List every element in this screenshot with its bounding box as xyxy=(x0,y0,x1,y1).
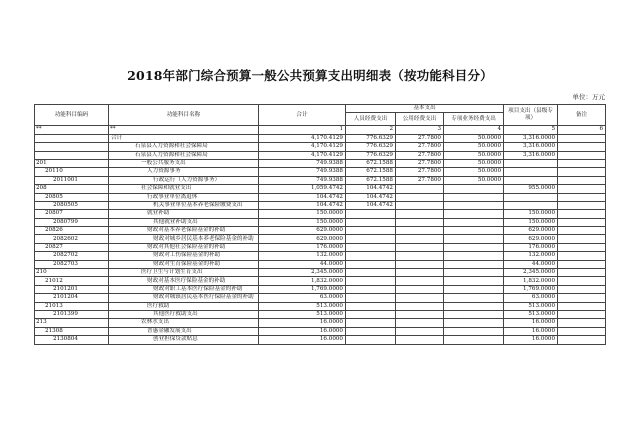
cell-name: 医疗救助 xyxy=(109,302,259,310)
table-row xyxy=(35,151,606,159)
cell-remark xyxy=(558,159,606,167)
cell-special xyxy=(444,235,504,243)
table-row xyxy=(35,218,606,226)
cell-total: 63.0000 xyxy=(259,294,346,302)
cell-remark xyxy=(558,277,606,285)
cell-personnel xyxy=(346,336,396,344)
cell-code: 2082702 xyxy=(35,252,109,260)
cell-remark xyxy=(558,336,606,344)
cell-name: 医疗卫生与计划生育支出 xyxy=(109,269,259,277)
cell-name: 普惠金融发展支出 xyxy=(109,327,259,335)
cell-code: 20807 xyxy=(35,210,109,218)
cell-total: 132.0000 xyxy=(259,252,346,260)
cell-code: 210 xyxy=(35,269,109,277)
cell-name: 机关事业单位基本养老保险缴费支出 xyxy=(109,201,259,209)
cell-public xyxy=(396,252,444,260)
cell-special xyxy=(444,302,504,310)
cell-public xyxy=(396,201,444,209)
header-public: 公用经费支出 xyxy=(396,113,444,126)
cell-personnel: 776.6329 xyxy=(346,134,396,142)
cell-personnel: 776.6329 xyxy=(346,151,396,159)
cell-code: 21308 xyxy=(35,327,109,335)
cell-special xyxy=(444,210,504,218)
cell-name: 石泉县人力资源和社会保障局 xyxy=(109,151,259,159)
cell-project xyxy=(504,193,558,201)
table-row xyxy=(35,210,606,218)
cell-total: 16.0000 xyxy=(259,327,346,335)
cell-code: 20805 xyxy=(35,193,109,201)
cell-public xyxy=(396,302,444,310)
cell-total: 16.0000 xyxy=(259,336,346,344)
cell-special xyxy=(444,201,504,209)
cell-project: 150.0000 xyxy=(504,210,558,218)
budget-table xyxy=(34,104,606,345)
cell-personnel xyxy=(346,227,396,235)
cell-total: 1,059.4742 xyxy=(259,185,346,193)
cell-public xyxy=(396,294,444,302)
cell-name: 行政运行（人力资源事务） xyxy=(109,176,259,184)
cell-project xyxy=(504,176,558,184)
cell-public xyxy=(396,235,444,243)
cell-public xyxy=(396,269,444,277)
cell-code xyxy=(35,151,109,159)
table-row xyxy=(35,143,606,151)
cell-public: 27.7800 xyxy=(396,168,444,176)
cell-special xyxy=(444,294,504,302)
cell-code: 2101399 xyxy=(35,310,109,318)
cell-personnel xyxy=(346,252,396,260)
header-basic: 基本支出 xyxy=(346,105,504,113)
cell-code: 213 xyxy=(35,319,109,327)
header-name: 功能科目名称 xyxy=(109,105,259,126)
cell-code: 2082703 xyxy=(35,260,109,268)
cell-personnel xyxy=(346,285,396,293)
cell-personnel xyxy=(346,302,396,310)
cell-project: 1,832.0000 xyxy=(504,277,558,285)
index-cell: 1 xyxy=(259,126,346,134)
cell-remark xyxy=(558,310,606,318)
index-cell: 3 xyxy=(396,126,444,134)
cell-project xyxy=(504,159,558,167)
table-row xyxy=(35,185,606,193)
table-row xyxy=(35,193,606,201)
cell-project: 16.0000 xyxy=(504,319,558,327)
cell-public: 27.7800 xyxy=(396,143,444,151)
cell-public: 27.7800 xyxy=(396,134,444,142)
cell-total: 513.0000 xyxy=(259,310,346,318)
cell-project: 150.0000 xyxy=(504,218,558,226)
cell-name: 社会保障和就业支出 xyxy=(109,185,259,193)
table-row xyxy=(35,269,606,277)
cell-public: 27.7800 xyxy=(396,159,444,167)
cell-project: 513.0000 xyxy=(504,310,558,318)
cell-special: 50.0000 xyxy=(444,134,504,142)
cell-code: 201 xyxy=(35,159,109,167)
cell-project: 132.0000 xyxy=(504,252,558,260)
cell-name: 财政对城乡居民基本养老保险基金的补助 xyxy=(109,235,259,243)
table-row xyxy=(35,159,606,167)
index-cell: 2 xyxy=(346,126,396,134)
cell-public xyxy=(396,193,444,201)
cell-personnel xyxy=(346,319,396,327)
cell-remark xyxy=(558,185,606,193)
cell-public xyxy=(396,285,444,293)
cell-project: 16.0000 xyxy=(504,327,558,335)
cell-special xyxy=(444,310,504,318)
table-row xyxy=(35,235,606,243)
cell-public: 27.7800 xyxy=(396,151,444,159)
cell-remark xyxy=(558,260,606,268)
cell-personnel: 104.4742 xyxy=(346,193,396,201)
cell-project: 63.0000 xyxy=(504,294,558,302)
cell-name: 合计 xyxy=(109,134,259,142)
cell-personnel xyxy=(346,277,396,285)
cell-total: 749.9388 xyxy=(259,176,346,184)
cell-remark xyxy=(558,201,606,209)
cell-name: 财政对城镇居民基本医疗保险基金的补助 xyxy=(109,294,259,302)
cell-total: 4,170.4129 xyxy=(259,151,346,159)
cell-remark xyxy=(558,176,606,184)
cell-total: 1,832.0000 xyxy=(259,277,346,285)
cell-public xyxy=(396,336,444,344)
table-row xyxy=(35,336,606,344)
cell-code: 2080799 xyxy=(35,218,109,226)
cell-code: 20827 xyxy=(35,243,109,251)
cell-special: 50.0000 xyxy=(444,159,504,167)
cell-special xyxy=(444,252,504,260)
cell-name: 创业担保贷款贴息 xyxy=(109,336,259,344)
cell-personnel xyxy=(346,310,396,318)
cell-public xyxy=(396,277,444,285)
cell-remark xyxy=(558,252,606,260)
header-code: 功能科目编码 xyxy=(35,105,109,126)
cell-project: 2,345.0000 xyxy=(504,269,558,277)
cell-total: 44.0000 xyxy=(259,260,346,268)
table-row xyxy=(35,294,606,302)
cell-special: 50.0000 xyxy=(444,143,504,151)
cell-code xyxy=(35,143,109,151)
cell-remark xyxy=(558,285,606,293)
cell-project: 513.0000 xyxy=(504,302,558,310)
index-row xyxy=(35,126,606,134)
cell-total: 16.0000 xyxy=(259,319,346,327)
table-body xyxy=(35,134,606,344)
cell-code xyxy=(35,134,109,142)
cell-name: 行政事业单位离退休 xyxy=(109,193,259,201)
cell-project: 3,316.0000 xyxy=(504,134,558,142)
cell-public: 27.7800 xyxy=(396,176,444,184)
cell-name: 财政对生育保险基金的补助 xyxy=(109,260,259,268)
cell-special xyxy=(444,319,504,327)
cell-name: 财政对基本医疗保险基金的补助 xyxy=(109,277,259,285)
cell-personnel: 104.4742 xyxy=(346,201,396,209)
cell-name: 财政对工伤保险基金的补助 xyxy=(109,252,259,260)
header-personnel: 人员经费支出 xyxy=(346,113,396,126)
cell-total: 629.0000 xyxy=(259,235,346,243)
cell-public xyxy=(396,319,444,327)
cell-personnel xyxy=(346,210,396,218)
table-row xyxy=(35,302,606,310)
cell-special xyxy=(444,243,504,251)
cell-project: 1,769.0000 xyxy=(504,285,558,293)
table-row xyxy=(35,260,606,268)
cell-project: 44.0000 xyxy=(504,260,558,268)
cell-total: 4,170.4129 xyxy=(259,143,346,151)
cell-special: 50.0000 xyxy=(444,151,504,159)
table-row xyxy=(35,310,606,318)
cell-total: 2,345.0000 xyxy=(259,269,346,277)
cell-special xyxy=(444,193,504,201)
cell-remark xyxy=(558,243,606,251)
cell-public xyxy=(396,218,444,226)
cell-code: 2101204 xyxy=(35,294,109,302)
cell-total: 176.0000 xyxy=(259,243,346,251)
cell-name: 人力资源事务 xyxy=(109,168,259,176)
index-cell: 6 xyxy=(558,126,606,134)
cell-special xyxy=(444,185,504,193)
cell-remark xyxy=(558,151,606,159)
cell-project: 16.0000 xyxy=(504,336,558,344)
table-row xyxy=(35,227,606,235)
cell-code: 208 xyxy=(35,185,109,193)
cell-public xyxy=(396,185,444,193)
cell-total: 749.9388 xyxy=(259,159,346,167)
cell-name: 其他医疗救助支出 xyxy=(109,310,259,318)
cell-remark xyxy=(558,235,606,243)
cell-public xyxy=(396,210,444,218)
cell-code: 2080505 xyxy=(35,201,109,209)
cell-total: 150.0000 xyxy=(259,218,346,226)
cell-public xyxy=(396,260,444,268)
cell-remark xyxy=(558,210,606,218)
table-row xyxy=(35,285,606,293)
table-row xyxy=(35,277,606,285)
cell-personnel: 672.1588 xyxy=(346,159,396,167)
cell-special xyxy=(444,285,504,293)
header-total: 合计 xyxy=(259,105,346,126)
cell-project: 3,316.0000 xyxy=(504,151,558,159)
cell-remark xyxy=(558,294,606,302)
index-cell: ** xyxy=(35,126,109,134)
header-special: 专项业务经费支出 xyxy=(444,113,504,126)
cell-personnel: 672.1588 xyxy=(346,168,396,176)
cell-total: 513.0000 xyxy=(259,302,346,310)
cell-personnel xyxy=(346,235,396,243)
cell-remark xyxy=(558,143,606,151)
cell-special xyxy=(444,269,504,277)
cell-name: 财政对职工基本医疗保险基金的补助 xyxy=(109,285,259,293)
cell-project: 629.0000 xyxy=(504,227,558,235)
cell-total: 104.4742 xyxy=(259,201,346,209)
cell-remark xyxy=(558,227,606,235)
cell-total: 749.9388 xyxy=(259,168,346,176)
cell-code: 2101201 xyxy=(35,285,109,293)
cell-name: 石泉县人力资源和社会保障局 xyxy=(109,143,259,151)
cell-code: 2011001 xyxy=(35,176,109,184)
cell-special xyxy=(444,218,504,226)
cell-personnel xyxy=(346,269,396,277)
cell-remark xyxy=(558,168,606,176)
cell-project: 3,316.0000 xyxy=(504,143,558,151)
table-row xyxy=(35,327,606,335)
cell-remark xyxy=(558,327,606,335)
cell-special: 50.0000 xyxy=(444,176,504,184)
table-row xyxy=(35,243,606,251)
cell-personnel xyxy=(346,243,396,251)
cell-special xyxy=(444,277,504,285)
cell-project: 629.0000 xyxy=(504,235,558,243)
unit-label: 单位：万元 xyxy=(572,93,605,101)
cell-special xyxy=(444,327,504,335)
cell-personnel: 104.4742 xyxy=(346,185,396,193)
cell-total: 1,769.0000 xyxy=(259,285,346,293)
index-cell: 4 xyxy=(444,126,504,134)
cell-personnel xyxy=(346,260,396,268)
cell-total: 150.0000 xyxy=(259,210,346,218)
cell-code: 2130804 xyxy=(35,336,109,344)
cell-remark xyxy=(558,193,606,201)
cell-personnel xyxy=(346,294,396,302)
cell-name: 就业补助 xyxy=(109,210,259,218)
cell-personnel: 776.6329 xyxy=(346,143,396,151)
header-remark: 备注 xyxy=(558,105,606,126)
cell-total: 4,170.4129 xyxy=(259,134,346,142)
cell-remark xyxy=(558,218,606,226)
cell-name: 农林水支出 xyxy=(109,319,259,327)
cell-code: 20826 xyxy=(35,227,109,235)
table-row xyxy=(35,176,606,184)
cell-public xyxy=(396,310,444,318)
table-row xyxy=(35,168,606,176)
cell-remark xyxy=(558,134,606,142)
cell-special: 50.0000 xyxy=(444,168,504,176)
cell-public xyxy=(396,243,444,251)
header-project: 项目支出（县级专项） xyxy=(504,105,558,126)
cell-code: 20110 xyxy=(35,168,109,176)
table-row xyxy=(35,252,606,260)
cell-code: 21012 xyxy=(35,277,109,285)
cell-remark xyxy=(558,302,606,310)
cell-public xyxy=(396,227,444,235)
table-row xyxy=(35,201,606,209)
cell-total: 629.0000 xyxy=(259,227,346,235)
cell-personnel: 672.1588 xyxy=(346,176,396,184)
cell-name: 一般公共服务支出 xyxy=(109,159,259,167)
cell-project: 176.0000 xyxy=(504,243,558,251)
cell-project: 955.0000 xyxy=(504,185,558,193)
cell-name: 财政对其他社会保险基金的补助 xyxy=(109,243,259,251)
cell-code: 21013 xyxy=(35,302,109,310)
cell-public xyxy=(396,327,444,335)
index-cell: 5 xyxy=(504,126,558,134)
page-title: 2018年部门综合预算一般公共预算支出明细表（按功能科目分） xyxy=(127,68,493,83)
index-cell: ** xyxy=(109,126,259,134)
cell-special xyxy=(444,336,504,344)
cell-code: 2082602 xyxy=(35,235,109,243)
cell-name: 财政对基本养老保险基金的补助 xyxy=(109,227,259,235)
table-row xyxy=(35,319,606,327)
cell-special xyxy=(444,260,504,268)
cell-personnel xyxy=(346,218,396,226)
cell-remark xyxy=(558,269,606,277)
cell-name: 其他就业补助支出 xyxy=(109,218,259,226)
cell-personnel xyxy=(346,327,396,335)
cell-project xyxy=(504,168,558,176)
cell-project xyxy=(504,201,558,209)
cell-special xyxy=(444,227,504,235)
cell-remark xyxy=(558,319,606,327)
cell-total: 104.4742 xyxy=(259,193,346,201)
table-row xyxy=(35,134,606,142)
